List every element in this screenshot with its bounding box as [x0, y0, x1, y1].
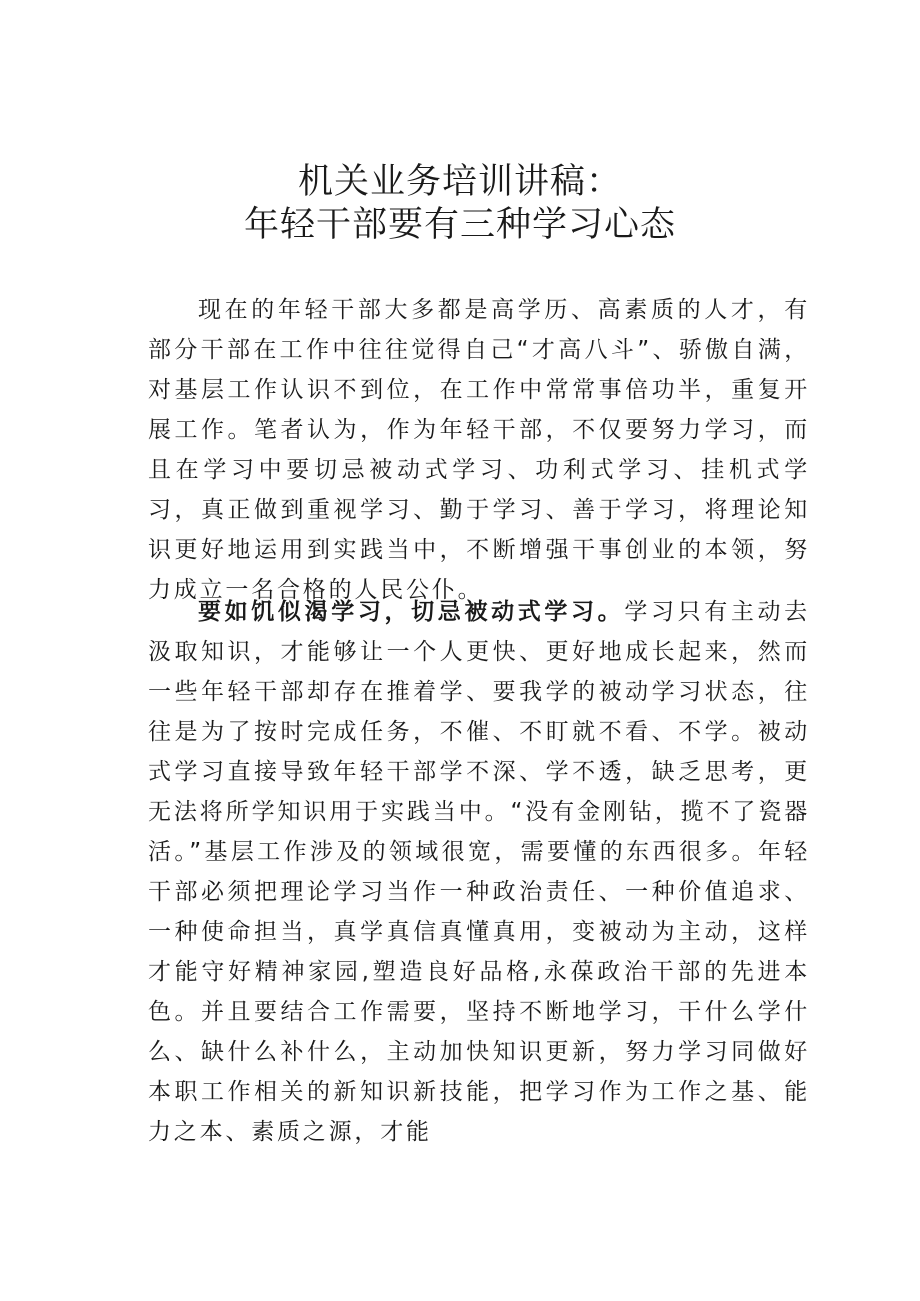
paragraph-intro — [148, 290, 810, 610]
section-1-heading: 要如饥似渴学习，切忌被动式学习。 — [198, 599, 625, 625]
section-1-text: 学习只有主动去汲取知识，才能够让一个人更快、更好地成长起来，然而一些年轻干部却存在推着学、要我学的被动学习状态，往往是为了按时完成任务，不催、不盯就不看、不学。被动式学习直接导致年轻干部学不深、学不透，缺乏思考，更无法将所学知识用于实践当中。“没有金刚钻，揽不了瓷器活。”基层工作涉及的领域很宽，需要懂的东西很多。年轻干部必须把理论学习当作一种政治责任、一种价值追求、一种使命担当，真学真信真懂真用，变被动为主动，这样才能守好精神家园,塑造良好品格,永葆政治干部的先进本色。并且要结合工作需要，坚持不断地学习，干什么学什么、缺什么补什么，主动加快知识更新，努力学习同做好本职工作相关的新知识新技能，把学习作为工作之基、能力之本、素质之源，才能 — [148, 599, 810, 1145]
document-title-line-1: 机关业务培训讲稿： — [297, 162, 622, 202]
document-title-line-2: 年轻干部要有三种学习心态 — [243, 205, 676, 245]
paragraph-section-1 — [148, 592, 810, 1152]
paragraph-intro-text: 现在的年轻干部大多都是高学历、高素质的人才，有部分干部在工作中往往觉得自己“才高八斗”、骄傲自满，对基层工作认识不到位，在工作中常常事倍功半，重复开展工作。笔者认为，作为年轻干部，不仅要努力学习，而且在学习中要切忌被动式学习、功利式学习、挂机式学习，真正做到重视学习、勤于学习、善于学习，将理论知识更好地运用到实践当中，不断增强干事创业的本领，努力成立一名合格的人民公仆。 — [148, 297, 810, 603]
